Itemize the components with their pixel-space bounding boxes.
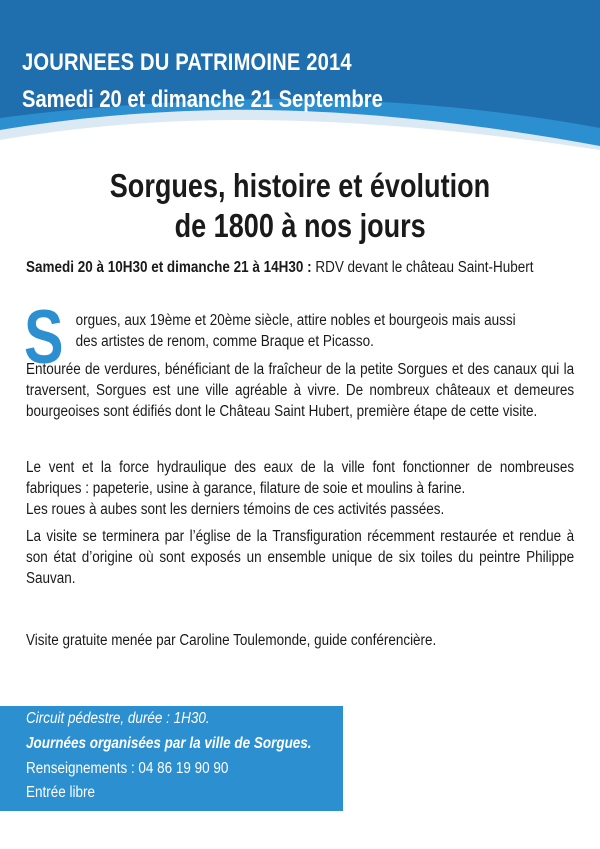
waterwheel-text: Les roues à aubes sont les derniers témoins de ces activités passées. — [26, 501, 445, 518]
intro-line-1: orgues, aux 19ème et 20ème siècle, attire nobles et bourgeois mais aussi — [75, 312, 516, 329]
meeting-info — [26, 259, 533, 277]
meeting-times: Samedi 20 à 10H30 et dimanche 21 à 14H30 : — [26, 259, 312, 276]
intro-line-2: des artistes de renom, comme Braque et Picasso. — [75, 333, 374, 350]
paragraph-guide: Visite gratuite menée par Caroline Toulemonde, guide conférencière. — [26, 632, 437, 649]
info-circuit: Circuit pédestre, durée : 1H30. — [26, 710, 210, 727]
industry-text: Le vent et la force hydraulique des eaux de la ville font fonctionner de nombreuses fabriques : papeterie, usine à garance, filature de soie et moulins à farine. — [26, 459, 575, 497]
page-title-line2: de 1800 à nos jours — [174, 207, 426, 244]
event-title: JOURNEES DU PATRIMOINE 2014 — [22, 49, 352, 76]
info-phone: Renseignements : 04 86 19 90 90 — [26, 760, 229, 777]
paragraph-intro — [26, 310, 574, 352]
page-title-line1: Sorgues, histoire et évolution — [109, 167, 491, 204]
info-entry: Entrée libre — [26, 784, 95, 801]
paragraph-greenery: Entourée de verdures, bénéficiant de la fraîcheur de la petite Sorgues et des canaux qui la traversent, Sorgues est une ville agréable à vivre. De nombreux châteaux et demeures bourgeoises sont édifiés dont le Château Saint Hubert, première étape de cette visite. — [26, 361, 575, 420]
event-dates: Samedi 20 et dimanche 21 Septembre — [22, 86, 383, 113]
paragraph-industry — [26, 457, 574, 520]
drop-cap: S — [24, 295, 64, 380]
info-organizer: Journées organisées par la ville de Sorgues. — [26, 735, 312, 752]
paragraph-church: La visite se terminera par l’église de la Transfiguration récemment restaurée et rendue à son état d’origine où sont exposés un ensemble unique de six toiles du peintre Philippe Sauvan. — [26, 528, 575, 587]
meeting-place: RDV devant le château Saint-Hubert — [311, 259, 534, 276]
